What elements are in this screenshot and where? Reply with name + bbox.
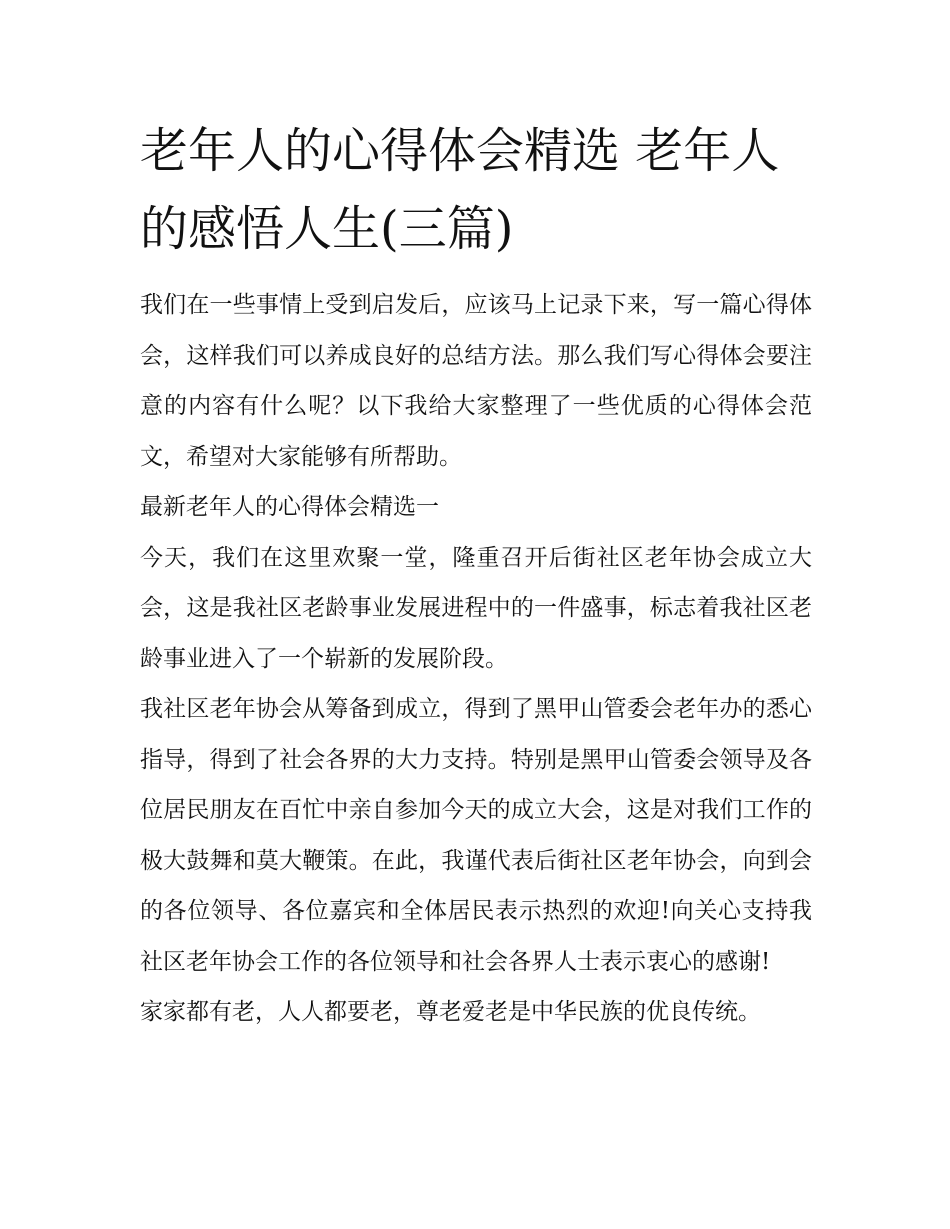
body-paragraph: 我社区老年协会从筹备到成立，得到了黑甲山管委会老年办的悉心指导，得到了社会各界的大力支持。特别是黑甲山管委会领导及各位居民朋友在百忙中亲自参加今天的成立大会，这是对我们工作的极大鼓舞和莫大鞭策。在此，我谨代表后街社区老年协会，向到会的各位领导、各位嘉宾和全体居民表示热烈的欢迎!向关心支持我社区老年协会工作的各位领导和社会各界人士表示衷心的感谢! (140, 696, 812, 975)
document-page (140, 112, 812, 1038)
intro-paragraph: 我们在一些事情上受到启发后，应该马上记录下来，写一篇心得体会，这样我们可以养成良好的总结方法。那么我们写心得体会要注意的内容有什么呢？以下我给大家整理了一些优质的心得体会范文，希望对大家能够有所帮助。 (140, 292, 812, 470)
body-paragraph: 家家都有老，人人都要老，尊老爱老是中华民族的优良传统。 (140, 999, 761, 1025)
document-title: 老年人的心得体会精选 老年人的感悟人生(三篇) (140, 123, 780, 257)
section-heading: 最新老年人的心得体会精选一 (140, 494, 439, 520)
body-paragraph: 今天，我们在这里欢聚一堂，隆重召开后街社区老年协会成立大会，这是我社区老龄事业发展进程中的一件盛事，标志着我社区老龄事业进入了一个崭新的发展阶段。 (140, 544, 812, 672)
